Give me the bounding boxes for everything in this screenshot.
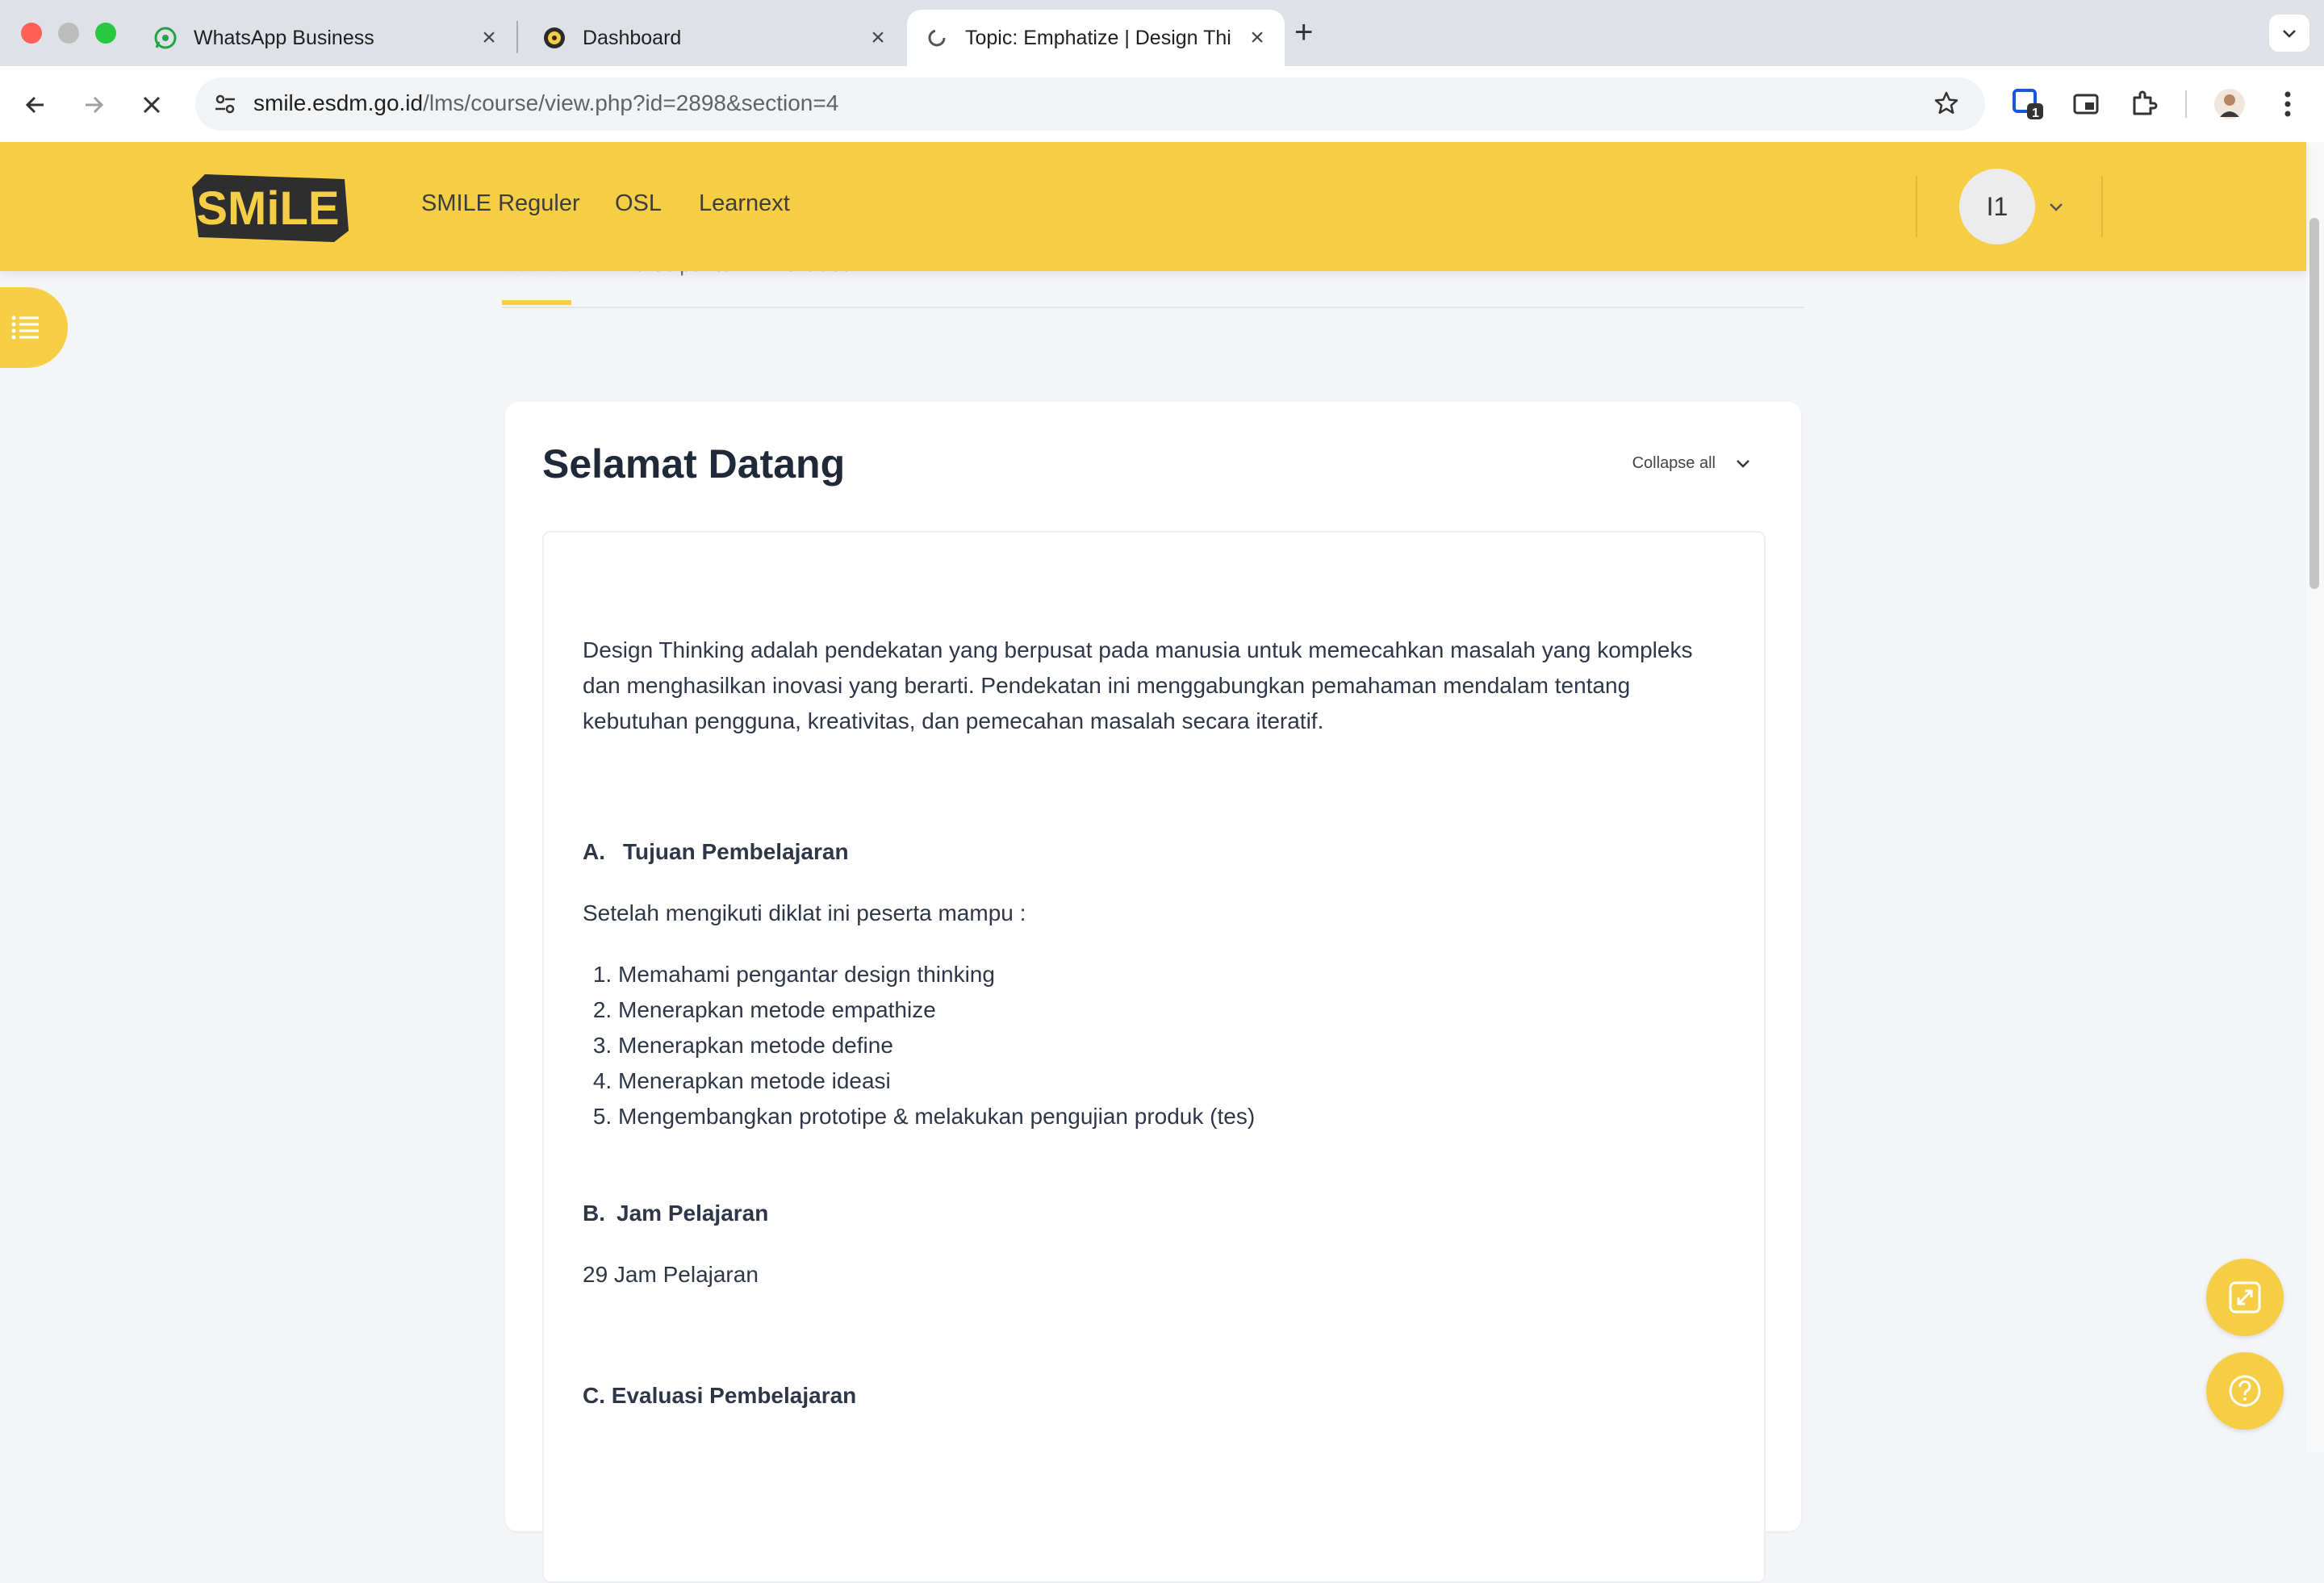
chevron-down-icon (1733, 453, 1753, 473)
bookmark-star-icon[interactable] (1930, 87, 1962, 119)
list-item: 1. Memahami pengantar design thinking (618, 957, 1712, 992)
list-item: 3. Menerapkan metode define (618, 1028, 1712, 1063)
help-icon (2227, 1373, 2263, 1409)
more-menu-icon[interactable] (2268, 84, 2308, 124)
section-card (505, 402, 1801, 1531)
list-item: 4. Menerapkan metode ideasi (618, 1063, 1712, 1099)
objectives-list (583, 957, 1712, 1134)
fullscreen-button[interactable] (2206, 1259, 2284, 1336)
heading-label: B. (583, 1201, 605, 1226)
tab-title: Dashboard (583, 26, 682, 49)
heading-tujuan (583, 834, 1712, 870)
browser-toolbar (0, 66, 2324, 144)
profile-avatar-icon[interactable] (2209, 84, 2250, 124)
tab-title: Topic: Emphatize | Design Thi (965, 26, 1231, 49)
expand-icon (2227, 1280, 2263, 1315)
heading-text: Jam Pelajaran (617, 1201, 769, 1226)
section-title: Selamat Datang (542, 441, 846, 487)
course-index-toggle[interactable] (0, 287, 68, 368)
tab-search-button[interactable] (2269, 15, 2309, 52)
nav-osl[interactable]: OSL (615, 190, 663, 216)
chevron-down-icon[interactable] (2046, 197, 2066, 216)
zoom-window-button[interactable] (95, 23, 116, 44)
section-summary (542, 531, 1766, 1583)
heading-evaluasi: C. Evaluasi Pembelajaran (583, 1383, 857, 1408)
tab-title: WhatsApp Business (194, 26, 374, 49)
smile-logo[interactable] (187, 166, 353, 247)
scrollbar-thumb[interactable] (2309, 218, 2319, 589)
site-header (0, 142, 2306, 271)
user-initials: I1 (1986, 191, 2008, 221)
stop-loading-button[interactable] (132, 86, 171, 124)
browser-tab-topic[interactable] (907, 10, 1285, 66)
header-divider (2101, 176, 2103, 237)
jam-paragraph: 29 Jam Pelajaran (583, 1262, 759, 1287)
arrow-right-icon (81, 92, 107, 118)
heading-text: Tujuan Pembelajaran (623, 839, 849, 864)
tab-close-icon[interactable]: × (482, 24, 496, 51)
tujuan-paragraph: Setelah mengikuti diklat ini peserta mampu : (583, 900, 1026, 925)
extension-badge-count: 1 (2032, 107, 2039, 120)
course-tabs (502, 271, 1804, 308)
intro-paragraph: Design Thinking adalah pendekatan yang berpusat pada manusia untuk memecahkan masalah yang kompleks dan menghasilkan inovasi yang berarti. Pendekatan ini menggabungkan pemahaman mendalam tentang kebutuhan pengguna, kreativitas, dan pemecahan masalah secara iteratif. (583, 637, 1693, 733)
heading-jam (583, 1196, 1712, 1231)
list-icon (10, 314, 42, 341)
nav-smile-reguler[interactable]: SMILE Reguler (421, 190, 580, 216)
minimize-window-button[interactable] (58, 23, 79, 44)
extensions-puzzle-icon[interactable] (2124, 84, 2164, 124)
site-settings-icon[interactable] (210, 89, 240, 119)
user-avatar[interactable] (1959, 169, 2035, 244)
extension-badge-icon[interactable] (2008, 84, 2048, 124)
nav-learnext[interactable]: Learnext (699, 190, 790, 216)
url-text (253, 90, 838, 116)
chevron-down-icon (2280, 23, 2299, 43)
active-tab-indicator (502, 300, 571, 305)
toolbar-divider (2185, 90, 2187, 118)
new-tab-button[interactable]: + (1294, 15, 1314, 50)
url-path: /lms/course/view.php?id=2898&section=4 (423, 90, 839, 115)
heading-label: A. (583, 839, 605, 864)
list-item: 5. Mengembangkan prototipe & melakukan pengujian produk (tes) (618, 1099, 1712, 1134)
forward-button[interactable] (74, 86, 113, 124)
picture-in-picture-icon[interactable] (2066, 84, 2106, 124)
close-icon (140, 94, 163, 116)
list-item: 2. Menerapkan metode empathize (618, 992, 1712, 1028)
url-host: smile.esdm.go.id (253, 90, 424, 115)
esdm-emblem-icon (542, 26, 566, 50)
arrow-left-icon (23, 92, 48, 118)
address-bar[interactable] (195, 77, 1985, 131)
tab-close-icon[interactable]: × (871, 24, 885, 51)
tab-close-icon[interactable]: × (1250, 24, 1264, 51)
loading-icon (925, 26, 949, 50)
back-button[interactable] (16, 86, 55, 124)
collapse-all-label: Collapse all (1632, 453, 1716, 472)
summary-content (583, 633, 1712, 1414)
collapse-all-button[interactable] (1632, 453, 1753, 473)
help-button[interactable] (2206, 1352, 2284, 1430)
close-window-button[interactable] (21, 23, 42, 44)
logo-text: SMiLE (196, 182, 340, 235)
header-divider (1916, 176, 1917, 237)
browser-tab-whatsapp[interactable] (129, 10, 516, 66)
whatsapp-icon (153, 26, 178, 50)
browser-tab-dashboard[interactable] (518, 10, 905, 66)
browser-tab-bar (0, 0, 2324, 66)
